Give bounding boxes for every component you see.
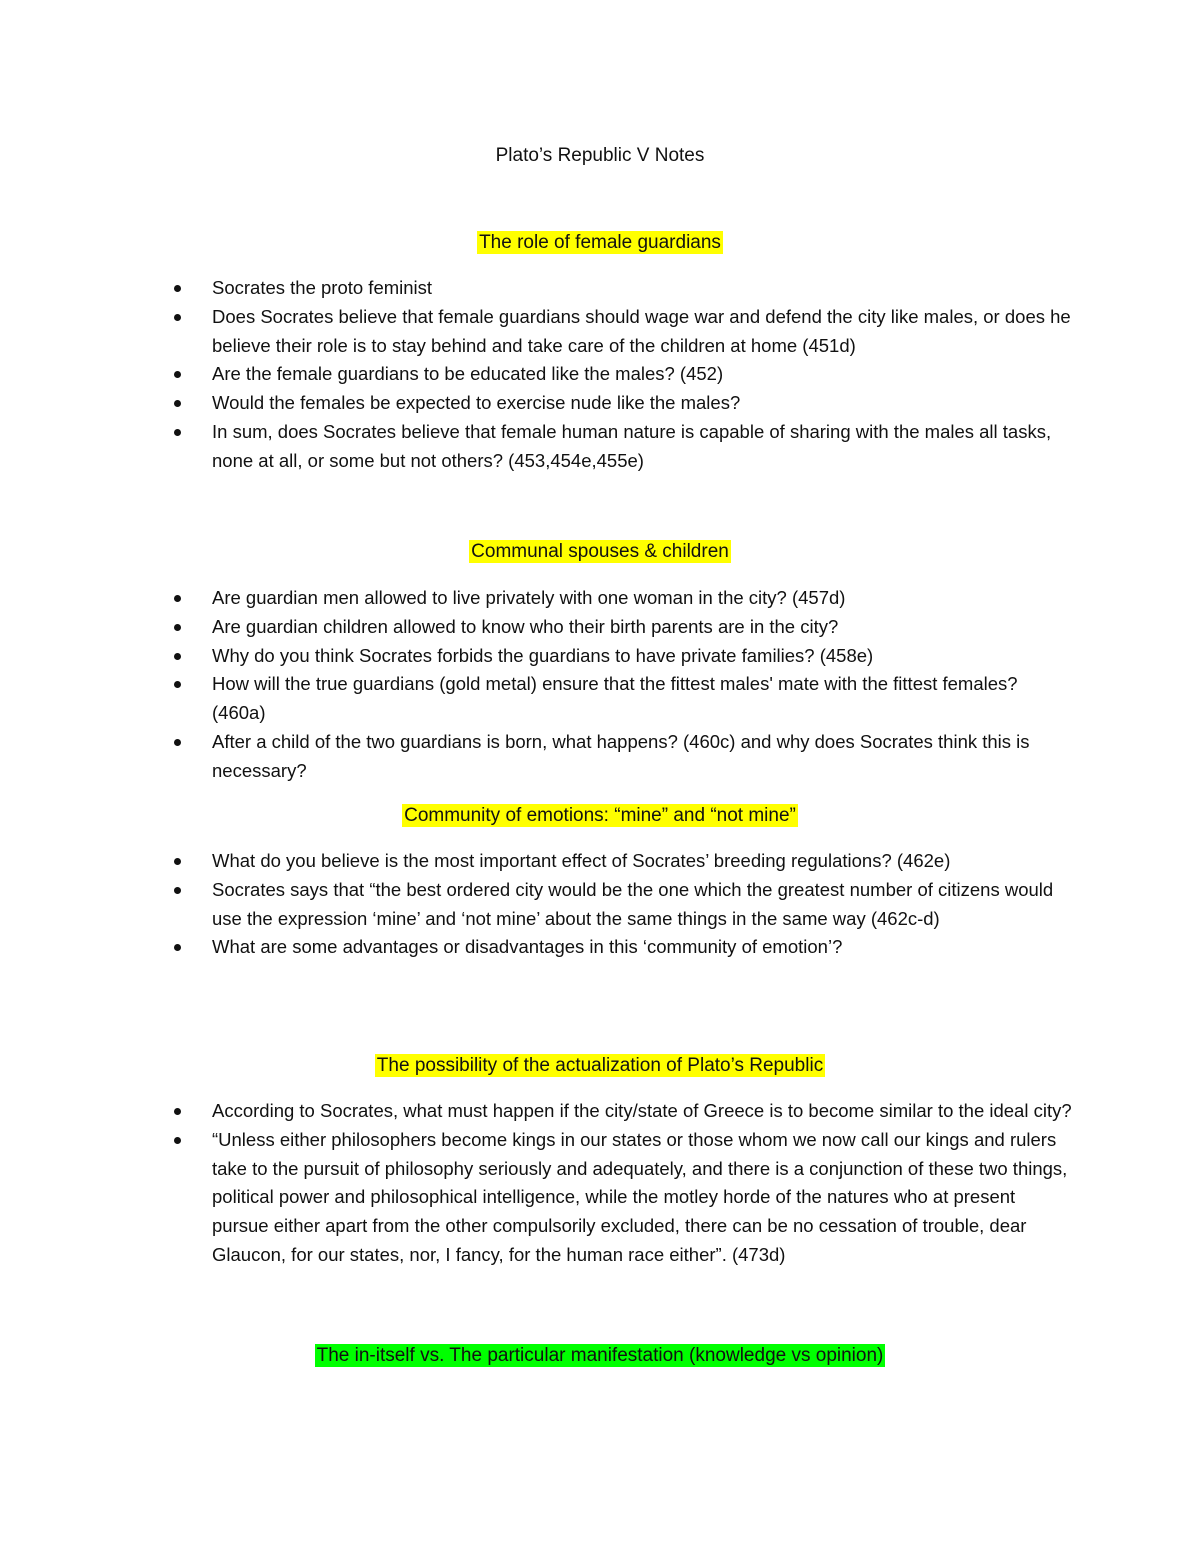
section-list-communal-spouses — [0, 584, 1200, 786]
bullet-icon — [174, 887, 181, 894]
list-item-text: Are guardian men allowed to live privately with one woman in the city? (457d) — [212, 587, 846, 608]
bullet-icon — [174, 624, 181, 631]
list-item-text: How will the true guardians (gold metal) ensure that the fittest males' mate with the fittest females? (460a) — [212, 673, 1018, 724]
list-item-text: Socrates says that “the best ordered city would be the one which the greatest number of citizens would use the expression ‘mine’ and ‘not mine’ about the same things in the same way (462c-d) — [212, 878, 1054, 929]
bullet-icon — [174, 739, 181, 746]
section-heading-communal-spouses — [0, 538, 1200, 566]
section-list-female-guardians — [0, 274, 1200, 476]
list-item — [0, 360, 1200, 389]
bullet-icon — [174, 314, 181, 321]
section-heading-text: The in-itself vs. The particular manifestation (knowledge vs opinion) — [316, 1345, 884, 1366]
bullet-icon — [174, 371, 181, 378]
list-item — [0, 642, 1200, 671]
list-item — [0, 418, 1200, 476]
list-item — [0, 584, 1200, 613]
bullet-icon — [174, 858, 181, 865]
list-item — [0, 613, 1200, 642]
section-heading-text: The possibility of the actualization of Plato’s Republic — [376, 1055, 824, 1076]
list-item — [0, 933, 1200, 962]
list-item — [0, 274, 1200, 303]
list-item-text: According to Socrates, what must happen if the city/state of Greece is to become similar to the ideal city? — [212, 1100, 1072, 1121]
list-item — [0, 389, 1200, 418]
list-item — [0, 1126, 1200, 1270]
bullet-icon — [174, 595, 181, 602]
section-heading-text: Community of emotions: “mine” and “not mine” — [404, 805, 796, 826]
list-item-text: What do you believe is the most important effect of Socrates’ breeding regulations? (462e) — [212, 850, 951, 871]
section-heading-community-emotions — [0, 802, 1200, 830]
list-item — [0, 876, 1200, 934]
section-heading-text: Communal spouses & children — [471, 541, 729, 562]
section-heading-in-itself — [0, 1342, 1200, 1370]
section-heading-female-guardians — [0, 229, 1200, 257]
list-item-text: Are the female guardians to be educated like the males? (452) — [212, 363, 724, 385]
bullet-icon — [174, 653, 181, 660]
list-item-text: Socrates the proto feminist — [212, 277, 433, 298]
bullet-icon — [174, 285, 181, 292]
list-item-text: Does Socrates believe that female guardians should wage war and defend the city like males, or does he believe their role is to stay behind and take care of the children at home (451d) — [212, 305, 1071, 356]
list-item — [0, 1097, 1200, 1126]
bullet-icon — [174, 429, 181, 436]
bullet-icon — [174, 400, 181, 407]
section-heading-actualization — [0, 1052, 1200, 1080]
document-title — [0, 142, 1200, 170]
bullet-icon — [174, 944, 181, 951]
list-item-text: After a child of the two guardians is born, what happens? (460c) and why does Socrates think this is necessary? — [212, 730, 1030, 781]
list-item-text: “Unless either philosophers become kings in our states or those whom we now call our kings and rulers take to the pursuit of philosophy seriously and adequately, and there is a conjunction of these two things, political power and philosophical intelligence, while the motley horde of the natures who at present pursue either apart from the other compulsorily excluded, there can be no cessation of trouble, dear Glaucon, for our states, nor, I fancy, for the human race either”. (473d) — [212, 1128, 1068, 1265]
list-item — [0, 670, 1200, 728]
section-list-community-emotions — [0, 847, 1200, 962]
document-title-text: Plato’s Republic V Notes — [495, 145, 705, 166]
bullet-icon — [174, 1137, 181, 1144]
list-item-text: Why do you think Socrates forbids the guardians to have private families? (458e) — [212, 644, 874, 666]
list-item-text: Would the females be expected to exercise nude like the males? — [212, 392, 741, 414]
list-item-text: What are some advantages or disadvantages in this ‘community of emotion’? — [212, 936, 843, 958]
bullet-icon — [174, 1108, 181, 1115]
list-item — [0, 847, 1200, 876]
list-item-text: Are guardian children allowed to know who their birth parents are in the city? — [212, 615, 839, 637]
section-heading-text: The role of female guardians — [479, 232, 721, 253]
list-item — [0, 728, 1200, 786]
bullet-icon — [174, 681, 181, 688]
list-item — [0, 303, 1200, 361]
list-item-text: In sum, does Socrates believe that female human nature is capable of sharing with the males all tasks, none at all, or some but not others? (453,454e,455e) — [212, 420, 1052, 471]
section-list-actualization — [0, 1097, 1200, 1270]
